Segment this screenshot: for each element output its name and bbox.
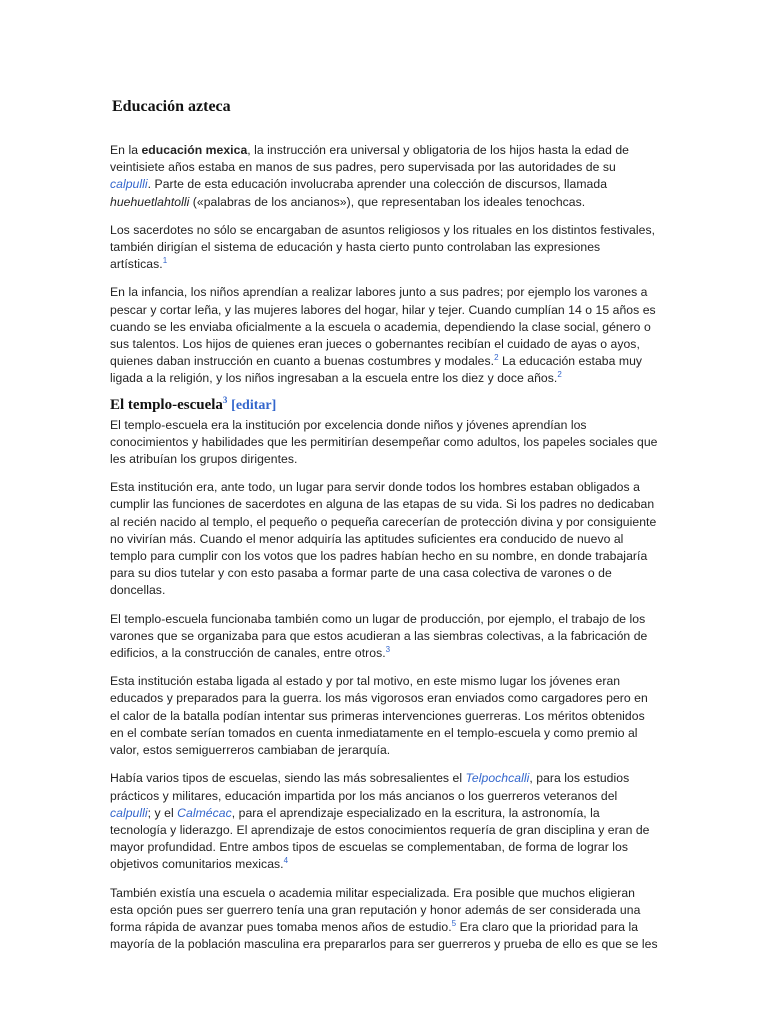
text-run: Había varios tipos de escuelas, siendo las más sobresalientes el (110, 771, 466, 786)
text-run: . Parte de esta educación involucraba aprender una colección de discursos, llamada (147, 177, 608, 192)
text-run: El templo-escuela funcionaba también como un lugar de producción, por ejemplo, el trabajo de los varones que se organizaba para que estos acudieran a las siembras colectivas, a la fabricación de edificios, a la construcción de canales, entre otros. (110, 611, 648, 661)
section-heading (110, 395, 658, 416)
document-content (110, 96, 658, 964)
text-run: Era claro que la prioridad para la mayoría de la población masculina era prepararlos para ser guerreros y prueba de ello es que se les (110, 919, 658, 952)
text-run: , la instrucción era universal y obligatoria de los hijos hasta la edad de veintisiete años estaba en manos de sus padres, pero supervisada por las autoridades de su (110, 143, 630, 175)
page-title: Educación azteca (112, 98, 231, 115)
text-run: Esta institución era, ante todo, un lugar para servir donde todos los hombres estaban obligados a cumplir las funciones de sacerdotes en alguna de las etapas de su vida. Si los padres no dedicaban al recién nacido al templo, el pequeño o pequeña carecerían de protección divina y por consiguiente no vivirían más. Cuando el menor adquiría las aptitudes suficientes era conducido de nuevo al templo para cumplir con los votos que los padres habían hecho en su nombre, en donde trabajaría para su dios tutelar y con esto pasaba a formar parte de una casa colectiva de varones o de doncellas. (110, 480, 657, 598)
text-run: , para el aprendizaje especializado en la escritura, la astronomía, la tecnología y liderazgo. El aprendizaje de estos conocimientos requería de gran disciplina y eran de mayor profundidad. Entre ambos tipos de escuelas se complementaban, de forma de lograr los objetivos comunitarios mexicas. (110, 805, 650, 872)
reference-link[interactable]: 3 (222, 394, 228, 405)
paragraph-institucion (110, 479, 658, 599)
bold-term: educación mexica (141, 143, 248, 157)
text-run: El templo-escuela era la institución por excelencia donde niños y jóvenes aprendían los conocimientos y habilidades que les permitirían desempeñar como adultos, los papeles sociales que les atribuían los grupos dirigentes. (110, 417, 658, 467)
reference-link[interactable]: 5 (451, 918, 457, 928)
text-run: En la infancia, los niños aprendían a realizar labores junto a sus padres; por ejemplo los varones a pescar y cortar leña, y las mujeres labores del hogar, hilar y tejer. Cuando cumplían 14 o 15 años es cuando se les enviaba oficialmente a la escuela o academia, dependiendo la clase social, género o sus talentos. Los hijos de quienes eran jueces o gobernantes recibían el cuidado de ayas o ayos, quienes daban instrucción en cuanto a buenas costumbres y modales. (110, 285, 656, 369)
link-telpochcalli[interactable]: Telpochcalli (465, 771, 530, 786)
reference-link[interactable]: 3 (385, 645, 391, 655)
reference-link[interactable]: 1 (162, 256, 168, 266)
paragraph-tipos-escuelas (110, 770, 658, 873)
italic-term: huehuetlahtolli (110, 194, 190, 209)
paragraph-academia-militar (110, 885, 658, 954)
paragraph-sacerdotes (110, 222, 658, 274)
paragraph-infancia (110, 284, 658, 387)
text-run: La educación estaba muy ligada a la religión, y los niños ingresaban a la escuela entre los diez y doce años. (110, 354, 643, 386)
link-calpulli[interactable]: calpulli (110, 177, 148, 192)
text-run: Esta institución estaba ligada al estado y por tal motivo, en este mismo lugar los jóvenes eran educados y preparados para la guerra. los más vigorosos eran enviados como cargadores pero en el calor de la batalla podían intentar sus primeras intervenciones guerreras. Los méritos obtenidos en el combate serían tomados en cuenta inmediatamente en el templo-escuela y como premio al valor, estos semiguerreros cambiaban de jerarquía. (110, 674, 648, 758)
text-run: , para los estudios prácticos y militares, educación impartida por los más ancianos o los guerreros veteranos del (110, 771, 630, 803)
text-run: En la (110, 143, 142, 157)
text-run: También existía una escuela o academia militar especializada. Era posible que muchos eligieran esta opción pues ser guerrero tenía una gran reputación y honor además de ser considerada una forma rápida de avanzar pues tomaba menos años de estudio. (110, 885, 641, 934)
paragraph-intro (110, 142, 658, 211)
section-title: El templo-escuela (110, 396, 223, 413)
link-calmecac[interactable]: Calmécac (177, 805, 232, 820)
link-calpulli[interactable]: calpulli (110, 805, 148, 820)
paragraph-templo-escuela (110, 417, 658, 469)
text-run: Los sacerdotes no sólo se encargaban de asuntos religiosos y los rituales en los distintos festivales, también dirigían el sistema de educación y hasta cierto punto controlaban las expresiones artísticas. (110, 222, 656, 272)
text-run: ; y el (147, 805, 178, 820)
paragraph-produccion (110, 611, 658, 663)
reference-link[interactable]: 4 (283, 856, 289, 866)
reference-link[interactable]: 2 (557, 370, 562, 380)
paragraph-estado (110, 673, 658, 759)
reference-link[interactable]: 2 (494, 353, 499, 363)
edit-link[interactable]: [editar] (231, 397, 277, 413)
text-run: («palabras de los ancianos»), que representaban los ideales tenochcas. (189, 194, 586, 209)
